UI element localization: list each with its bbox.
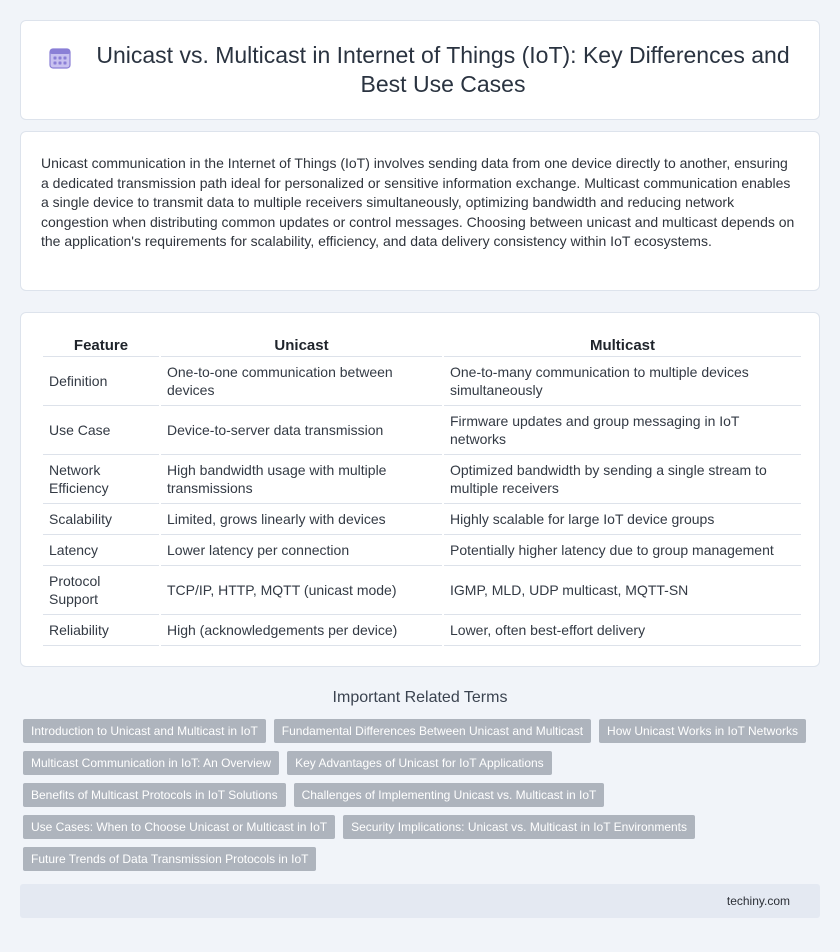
related-tag[interactable]: Benefits of Multicast Protocols in IoT Solutions [23, 783, 286, 807]
cell-unicast: High bandwidth usage with multiple transmissions [161, 455, 442, 504]
table-row [43, 566, 801, 615]
related-tag[interactable]: Challenges of Implementing Unicast vs. Multicast in IoT [294, 783, 605, 807]
cell-feature: Network Efficiency [43, 455, 159, 504]
related-tag[interactable]: Future Trends of Data Transmission Protocols in IoT [23, 847, 316, 871]
related-terms-tags [0, 719, 840, 871]
related-tag[interactable]: Fundamental Differences Between Unicast and Multicast [274, 719, 591, 743]
table-header-row [43, 333, 801, 357]
cell-multicast: Lower, often best-effort delivery [444, 615, 801, 646]
table-row [43, 615, 801, 646]
footer-site[interactable]: techiny.com [726, 894, 790, 908]
cell-feature: Use Case [43, 406, 159, 455]
page-title: Unicast vs. Multicast in Internet of Things (IoT): Key Differences and Best Use Cases [96, 42, 790, 97]
related-tag[interactable]: Multicast Communication in IoT: An Overview [23, 751, 279, 775]
cell-unicast: Limited, grows linearly with devices [161, 504, 442, 535]
cell-feature: Definition [43, 357, 159, 406]
table-row [43, 535, 801, 566]
title-card [20, 20, 820, 120]
table-row [43, 357, 801, 406]
table-row [43, 455, 801, 504]
cell-unicast: One-to-one communication between devices [161, 357, 442, 406]
cell-feature: Protocol Support [43, 566, 159, 615]
related-tag[interactable]: Security Implications: Unicast vs. Multicast in IoT Environments [343, 815, 695, 839]
cell-multicast: One-to-many communication to multiple devices simultaneously [444, 357, 801, 406]
intro-card [20, 131, 820, 291]
intro-paragraph: Unicast communication in the Internet of Things (IoT) involves sending data from one device directly to another, ensuring a dedicated transmission path ideal for personalized or sensitive information exchange. Multicast communication enables a single device to transmit data to multiple receivers simultaneously, optimizing bandwidth and reducing network congestion when distributing common updates or control messages. Choosing between unicast and multicast depends on the application's requirements for scalability, efficiency, and data delivery consistency within IoT ecosystems. [41, 155, 795, 249]
header-feature: Feature [43, 333, 159, 357]
table-row [43, 406, 801, 455]
related-terms-section [0, 689, 840, 871]
cell-multicast: Firmware updates and group messaging in IoT networks [444, 406, 801, 455]
footer [20, 884, 820, 918]
comparison-table [41, 333, 803, 646]
cell-multicast: Optimized bandwidth by sending a single stream to multiple receivers [444, 455, 801, 504]
related-tag[interactable]: How Unicast Works in IoT Networks [599, 719, 806, 743]
cell-feature: Reliability [43, 615, 159, 646]
calendar-grid-icon [47, 45, 73, 71]
comparison-card [20, 312, 820, 667]
cell-unicast: Lower latency per connection [161, 535, 442, 566]
cell-multicast: IGMP, MLD, UDP multicast, MQTT-SN [444, 566, 801, 615]
table-row [43, 504, 801, 535]
cell-unicast: Device-to-server data transmission [161, 406, 442, 455]
related-tag[interactable]: Introduction to Unicast and Multicast in IoT [23, 719, 266, 743]
cell-multicast: Highly scalable for large IoT device groups [444, 504, 801, 535]
cell-feature: Scalability [43, 504, 159, 535]
related-tag[interactable]: Key Advantages of Unicast for IoT Applications [287, 751, 552, 775]
related-terms-heading: Important Related Terms [332, 689, 508, 706]
cell-unicast: High (acknowledgements per device) [161, 615, 442, 646]
header-unicast: Unicast [161, 333, 442, 357]
header-multicast: Multicast [444, 333, 801, 357]
cell-unicast: TCP/IP, HTTP, MQTT (unicast mode) [161, 566, 442, 615]
cell-feature: Latency [43, 535, 159, 566]
related-tag[interactable]: Use Cases: When to Choose Unicast or Multicast in IoT [23, 815, 335, 839]
cell-multicast: Potentially higher latency due to group management [444, 535, 801, 566]
